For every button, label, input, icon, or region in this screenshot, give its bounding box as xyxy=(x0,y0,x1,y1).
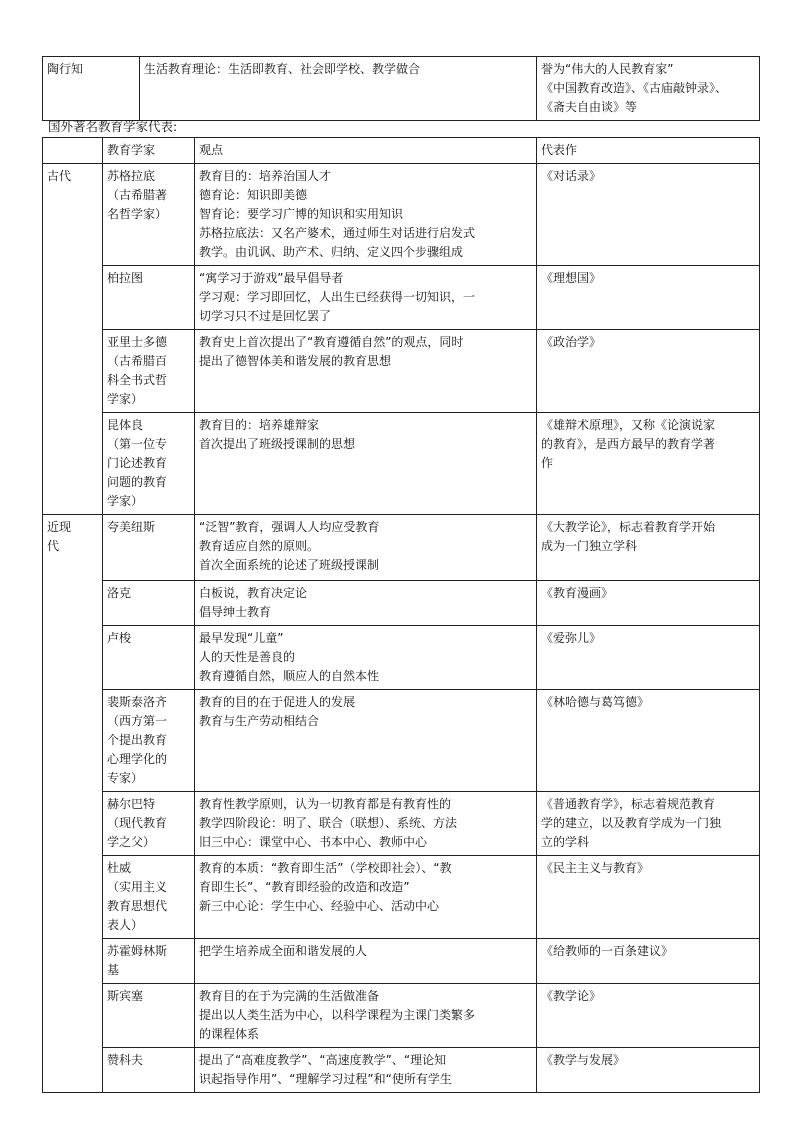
table-row xyxy=(43,57,760,121)
works-cell: 《教学论》 xyxy=(537,984,760,1048)
table-row xyxy=(43,984,760,1048)
table-row xyxy=(43,581,760,626)
works-cell: 《林哈德与葛笃德》 xyxy=(537,690,760,792)
header-educator: 教育学家 xyxy=(103,138,195,164)
table-row xyxy=(43,330,760,413)
works-cell: 《教学与发展》 xyxy=(537,1048,760,1093)
views-cell: 教育目的：培养雄辩家 首次提出了班级授课制的思想 xyxy=(195,413,537,515)
views-cell: 白板说，教育决定论 倡导绅士教育 xyxy=(195,581,537,626)
header-era xyxy=(43,138,103,164)
era-modern: 近现 代 xyxy=(43,515,103,1093)
works-cell: 《雄辩术原理》，又称《论演说家 的教育》，是西方最早的教育学著 作 xyxy=(537,413,760,515)
table-row xyxy=(43,515,760,581)
views-cell: 教育的本质：“教育即生活”（学校即社会）、“教 育即生长”、“教育即经验的改造和改造” 新三中心论：学生中心、经验中心、活动中心 xyxy=(195,856,537,939)
views-cell: 教育的目的在于促进人的发展 教育与生产劳动相结合 xyxy=(195,690,537,792)
educator-name: 洛克 xyxy=(103,581,195,626)
works-cell: 《大教学论》，标志着教育学开始 成为一门独立学科 xyxy=(537,515,760,581)
table-row xyxy=(43,626,760,690)
views-cell: 教育性教学原则，认为一切教育都是有教育性的 教学四阶段论：明了、联合（联想）、系统、方法 旧三中心：课堂中心、书本中心、教师中心 xyxy=(195,792,537,856)
table-row xyxy=(43,690,760,792)
table-header-row xyxy=(43,138,760,164)
educator-name: 卢梭 xyxy=(103,626,195,690)
table-row xyxy=(43,266,760,330)
table-row xyxy=(43,939,760,984)
table-row xyxy=(43,164,760,266)
header-works: 代表作 xyxy=(537,138,760,164)
table-row xyxy=(43,856,760,939)
views-cell: “泛智”教育，强调人人均应受教育 教育适应自然的原则。 首次全面系统的论述了班级授课制 xyxy=(195,515,537,581)
table-row xyxy=(43,413,760,515)
header-views: 观点 xyxy=(195,138,537,164)
works-cell: 《教育漫画》 xyxy=(537,581,760,626)
era-ancient: 古代 xyxy=(43,164,103,515)
educator-name: 杜威 （实用主义 教育思想代 表人） xyxy=(103,856,195,939)
works-cell: 《对话录》 xyxy=(537,164,760,266)
views-cell: 最早发现“儿童” 人的天性是善良的 教育遵循自然，顺应人的自然本性 xyxy=(195,626,537,690)
section-caption: 国外著名教育学家代表: xyxy=(48,119,178,134)
educator-name: 裴斯泰洛齐 （西方第一 个提出教育 心理学化的 专家） xyxy=(103,690,195,792)
views-cell: 教育目的在于为完满的生活做准备 提出以人类生活为中心，以科学课程为主课门类繁多 的课程体系 xyxy=(195,984,537,1048)
educator-name: 苏霍姆林斯 基 xyxy=(103,939,195,984)
educator-name: 陶行知 xyxy=(43,57,140,121)
works-cell: 《政治学》 xyxy=(537,330,760,413)
table-row xyxy=(43,792,760,856)
educator-name: 亚里士多德 （古希腊百 科全书式哲 学家） xyxy=(103,330,195,413)
educator-name: 柏拉图 xyxy=(103,266,195,330)
views-cell: 提出了“高难度教学”、“高速度教学”、“理论知 识起指导作用”、“理解学习过程”和“使所有学生 xyxy=(195,1048,537,1093)
works-cell: 《给教师的一百条建议》 xyxy=(537,939,760,984)
educator-name: 苏格拉底 （古希腊著 名哲学家） xyxy=(103,164,195,266)
works-cell: 《民主主义与教育》 xyxy=(537,856,760,939)
views-cell: 把学生培养成全面和谐发展的人 xyxy=(195,939,537,984)
top-table xyxy=(42,56,760,121)
educator-name: 斯宾塞 xyxy=(103,984,195,1048)
educator-name: 赫尔巴特 （现代教育 学之父） xyxy=(103,792,195,856)
works-cell: 《爱弥儿》 xyxy=(537,626,760,690)
views-cell: 教育目的：培养治国人才 德育论：知识即美德 智育论：要学习广博的知识和实用知识 苏格拉底法：又名产婆术，通过师生对话进行启发式 教学。由讥讽、助产术、归纳、定义四个步骤组成 xyxy=(195,164,537,266)
educator-name: 夸美纽斯 xyxy=(103,515,195,581)
works-cell: 《理想国》 xyxy=(537,266,760,330)
views-cell: 教育史上首次提出了“教育遵循自然”的观点，同时 提出了德智体美和谐发展的教育思想 xyxy=(195,330,537,413)
works-cell: 《普通教育学》，标志着规范教育 学的建立，以及教育学成为一门独 立的学科 xyxy=(537,792,760,856)
educator-name: 昆体良 （第一位专 门论述教育 问题的教育 学家） xyxy=(103,413,195,515)
works-cell: 誉为“伟大的人民教育家” 《中国教育改造》、《古庙敲钟录》、 《斋夫自由谈》等 xyxy=(537,57,760,121)
views-cell: “寓学习于游戏”最早倡导者 学习观：学习即回忆，人出生已经获得一切知识，一 切学习只不过是回忆罢了 xyxy=(195,266,537,330)
theory-cell: 生活教育理论：生活即教育、社会即学校、教学做合 xyxy=(140,57,537,121)
educators-table xyxy=(42,137,760,1093)
educator-name: 赞科夫 xyxy=(103,1048,195,1093)
table-row xyxy=(43,1048,760,1093)
